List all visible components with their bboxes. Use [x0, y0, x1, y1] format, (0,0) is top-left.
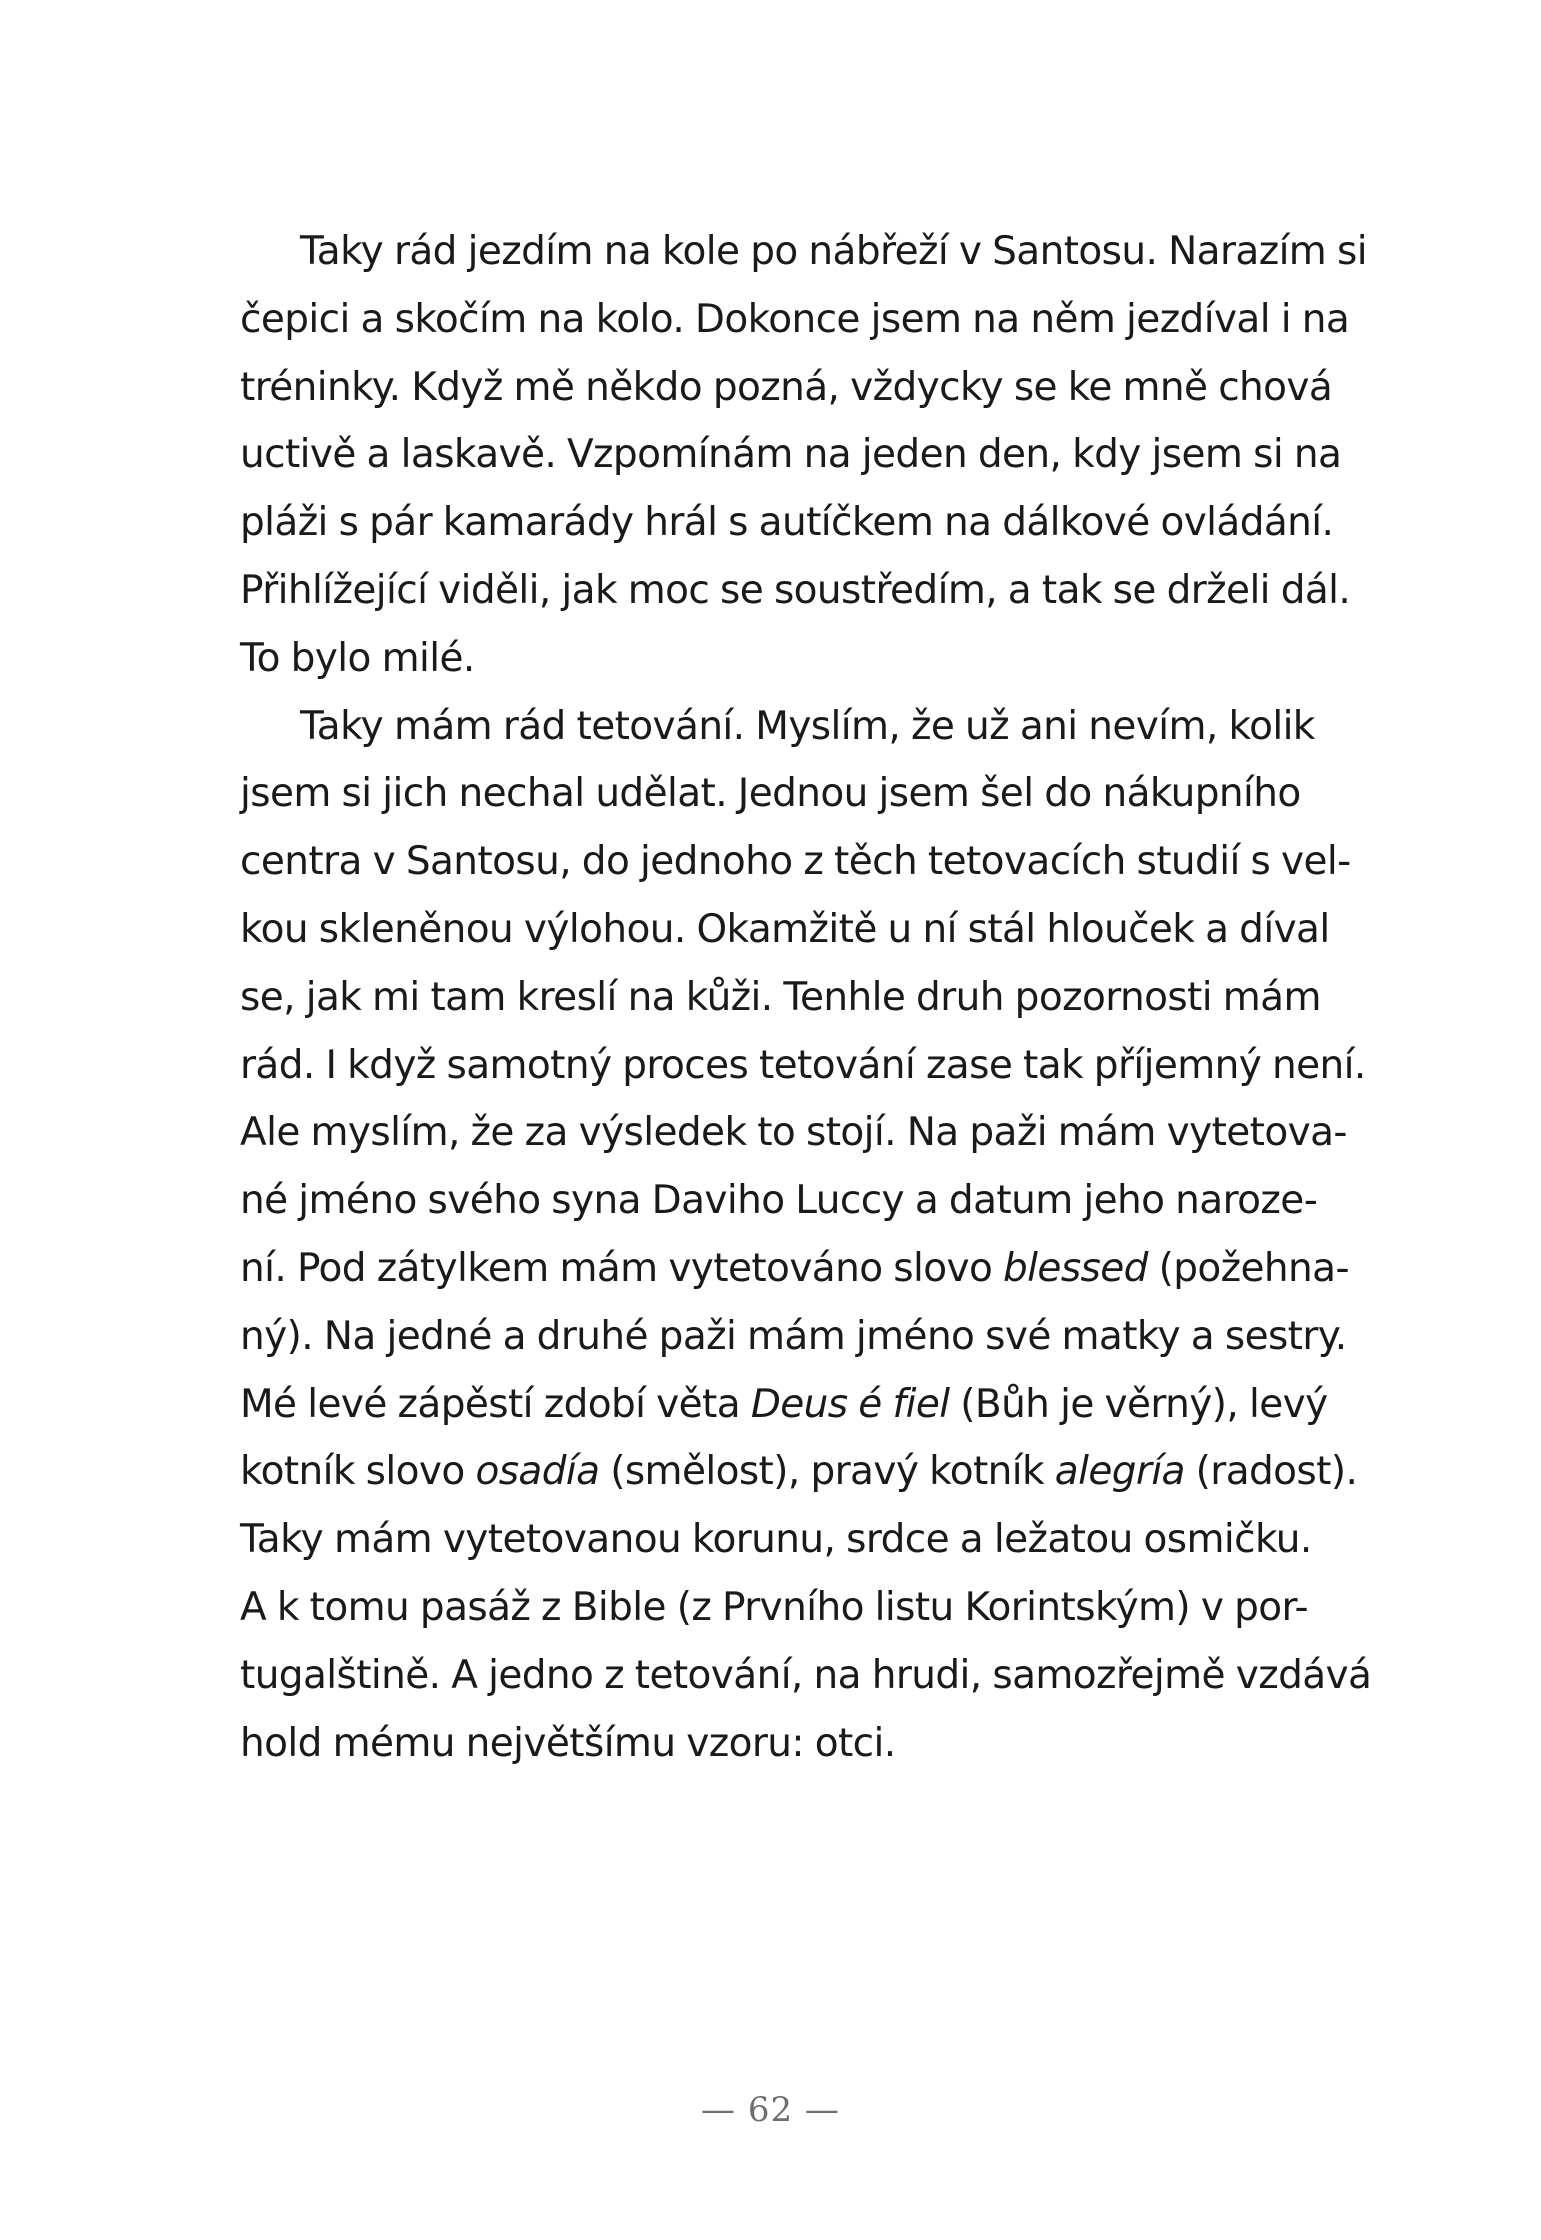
- text-line: jsem si jich nechal udělat. Jednou jsem šel do nákupního: [240, 771, 1301, 817]
- italic-word: osadía: [475, 1449, 600, 1495]
- text-segment: kotník slovo: [240, 1449, 476, 1495]
- italic-phrase: Deus é fiel: [750, 1381, 950, 1427]
- text-line: Ale myslím, že za výsledek to stojí. Na paži mám vytetova-: [240, 1110, 1347, 1156]
- text-line: To bylo milé.: [240, 635, 475, 681]
- text-line-with-italic: [180, 1235, 1349, 1303]
- text-segment: Mé levé zápěstí zdobí věta: [240, 1381, 751, 1427]
- text-line-with-italic: [180, 1438, 1358, 1506]
- text-line: tréninky. Když mě někdo pozná, vždycky se ke mně chová: [240, 364, 1333, 410]
- text-line: Taky mám vytetovanou korunu, srdce a ležatou osmičku.: [240, 1517, 1312, 1563]
- text-segment: (Bůh je věrný), levý: [949, 1381, 1328, 1427]
- text-line: Přihlížející viděli, jak moc se soustředím, a tak se drželi dál.: [240, 567, 1351, 613]
- text-segment: ní. Pod zátylkem mám vytetováno slovo: [240, 1245, 1004, 1291]
- text-segment: (radost).: [1184, 1449, 1358, 1495]
- text-line: ný). Na jedné a druhé paži mám jméno své matky a sestry.: [240, 1313, 1347, 1359]
- text-line: uctivě a laskavě. Vzpomínám na jeden den, kdy jsem si na: [240, 432, 1342, 478]
- paragraph-1: [180, 218, 1367, 693]
- paragraph-2: [180, 693, 1372, 1778]
- text-line: kou skleněnou výlohou. Okamžitě u ní stál hlouček a díval: [240, 906, 1330, 952]
- text-segment: (požehna-: [1147, 1245, 1349, 1291]
- text-line: Taky rád jezdím na kole po nábřeží v Santosu. Narazím si: [300, 229, 1367, 274]
- text-line: se, jak mi tam kreslí na kůži. Tenhle druh pozornosti mám: [240, 974, 1321, 1020]
- text-segment: (smělost), pravý kotník: [599, 1449, 1055, 1495]
- text-line: pláži s pár kamarády hrál s autíčkem na dálkové ovládání.: [240, 500, 1334, 546]
- text-line: tugalštině. A jedno z tetování, na hrudi, samozřejmě vzdává: [240, 1652, 1372, 1698]
- text-line: A k tomu pasáž z Bible (z Prvního listu Korintským) v por-: [240, 1584, 1308, 1630]
- italic-word: alegría: [1054, 1449, 1185, 1495]
- text-line: Taky mám rád tetování. Myslím, že už ani nevím, kolik: [300, 703, 1315, 749]
- page-number: — 62 —: [701, 2090, 840, 2130]
- text-line: centra v Santosu, do jednoho z těch tetovacích studií s vel-: [240, 839, 1351, 885]
- body-text: [180, 218, 1372, 1777]
- text-line: né jméno svého syna Daviho Luccy a datum jeho naroze-: [240, 1178, 1318, 1224]
- text-line: čepici a skočím na kolo. Dokonce jsem na něm jezdíval i na: [240, 296, 1350, 342]
- text-line: hold mému největšímu vzoru: otci.: [240, 1720, 896, 1766]
- text-line-with-italic: [180, 1371, 1328, 1439]
- text-line: rád. I když samotný proces tetování zase tak příjemný není.: [240, 1042, 1366, 1088]
- italic-word: blessed: [1003, 1245, 1148, 1291]
